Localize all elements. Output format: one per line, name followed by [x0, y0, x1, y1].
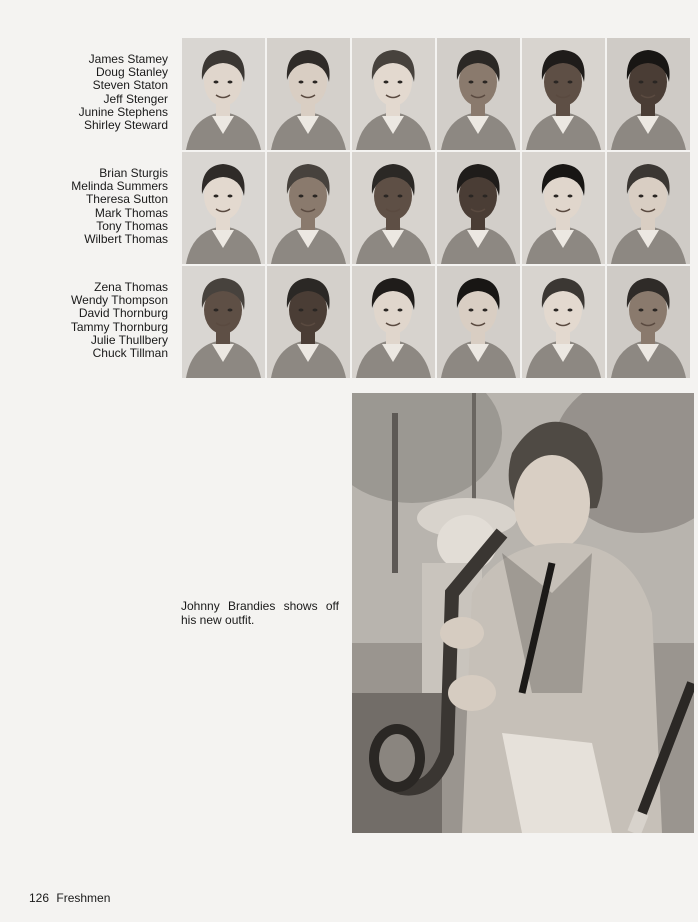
- page-number: 126: [29, 891, 50, 905]
- student-name: Shirley Steward: [83, 118, 168, 133]
- student-name: Mark Thomas: [94, 205, 168, 220]
- portrait-row-3: [182, 266, 692, 378]
- student-name: Tony Thomas: [96, 218, 168, 233]
- student-portrait: [267, 152, 350, 264]
- page-footer: [29, 891, 110, 905]
- student-name: Wilbert Thomas: [84, 232, 168, 247]
- student-name: Jeff Stenger: [103, 91, 168, 106]
- student-name: Tammy Thornburg: [70, 319, 168, 334]
- student-name: Doug Stanley: [95, 65, 168, 80]
- student-name: Melinda Summers: [71, 179, 168, 194]
- student-portrait: [607, 38, 690, 150]
- student-name: James Stamey: [88, 52, 168, 66]
- student-portrait: [352, 266, 435, 378]
- student-portrait: [182, 266, 265, 378]
- candid-photo: [352, 393, 694, 833]
- portrait-row-1: [182, 38, 692, 150]
- student-name: Theresa Sutton: [85, 192, 168, 207]
- name-list-row-2: [8, 167, 168, 246]
- student-portrait: [437, 266, 520, 378]
- student-portrait: [267, 38, 350, 150]
- student-portrait: [182, 152, 265, 264]
- section-title: Freshmen: [56, 891, 111, 905]
- student-name: Chuck Tillman: [92, 346, 168, 361]
- student-portrait: [352, 38, 435, 150]
- student-name: Junine Stephens: [78, 104, 168, 119]
- student-name: Zena Thomas: [94, 280, 168, 294]
- student-portrait: [267, 266, 350, 378]
- student-portrait: [522, 266, 605, 378]
- student-name: Steven Staton: [92, 78, 168, 93]
- student-portrait: [522, 38, 605, 150]
- portrait-row-2: [182, 152, 692, 264]
- name-list-row-3: [8, 281, 168, 360]
- student-name: Brian Sturgis: [99, 166, 168, 180]
- student-portrait: [352, 152, 435, 264]
- student-portrait: [182, 38, 265, 150]
- student-portrait: [437, 38, 520, 150]
- student-portrait: [437, 152, 520, 264]
- student-name: Wendy Thompson: [71, 293, 168, 308]
- student-portrait: [607, 152, 690, 264]
- student-name: David Thornburg: [78, 306, 168, 321]
- student-name: Julie Thullbery: [90, 332, 168, 347]
- photo-caption: Johnny Brandies shows off his new outfit.: [181, 599, 339, 627]
- student-portrait: [607, 266, 690, 378]
- name-list-row-1: [8, 53, 168, 132]
- student-portrait: [522, 152, 605, 264]
